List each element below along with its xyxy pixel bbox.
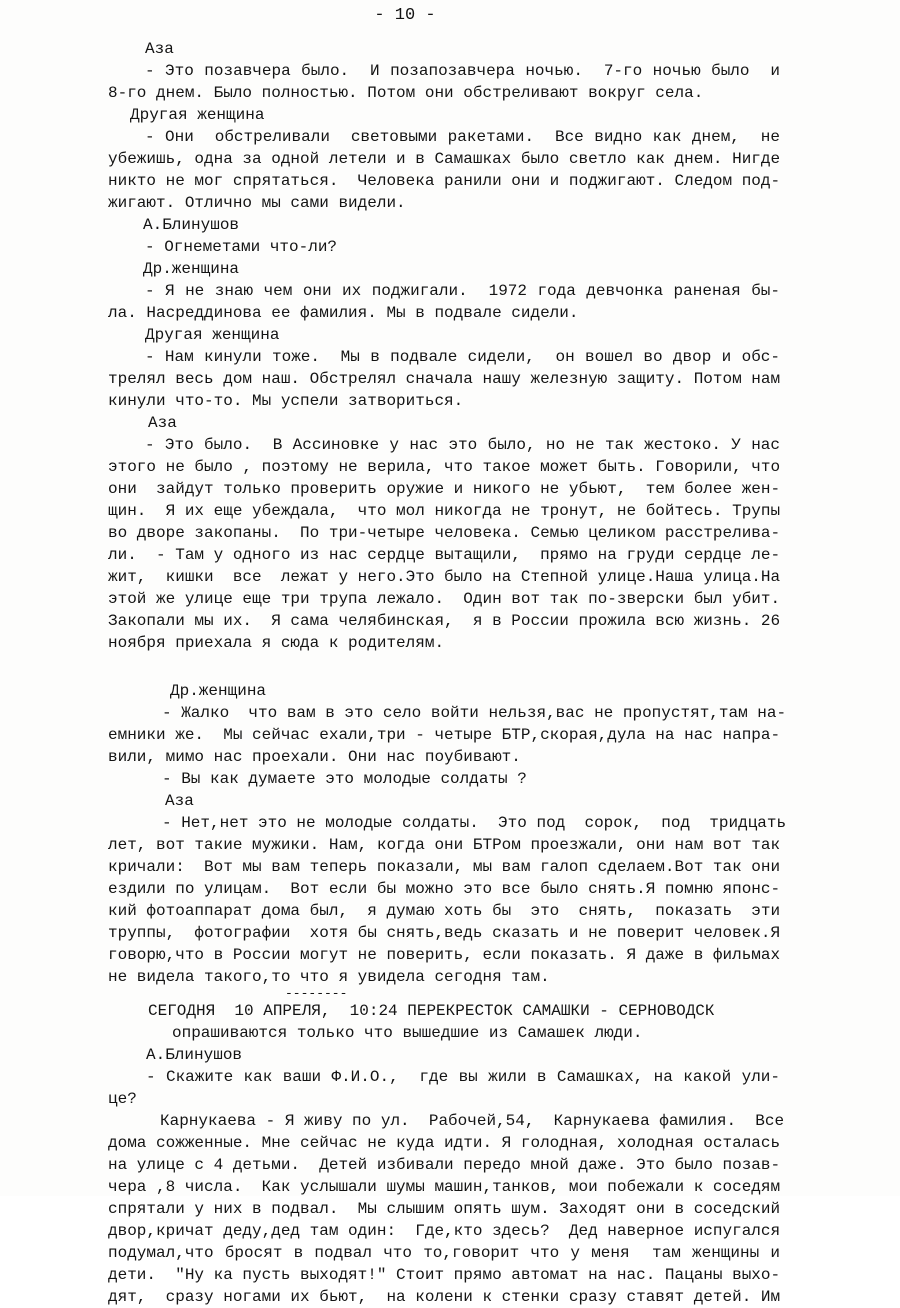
- text-line: кричали: Вот мы вам теперь показали, мы вам галоп сделаем.Вот так они: [108, 858, 781, 876]
- text-line: ли. - Там у одного из нас сердце вытащили, прямо на груди сердце ле-: [108, 546, 781, 564]
- text-line: ездили по улицам. Вот если бы можно это все было снять.Я помню японс-: [108, 880, 781, 898]
- section-heading: СЕГОДНЯ 10 АПРЕЛЯ, 10:24 ПЕРЕКРЕСТОК САМАШКИ - СЕРНОВОДСК: [148, 1002, 715, 1020]
- text-line: они зайдут только проверить оружие и никого не убьют, тем более жен-: [108, 480, 781, 498]
- text-line: - Нам кинули тоже. Мы в подвале сидели, он вошел во двор и обс-: [145, 348, 780, 366]
- text-line: А.Блинушов: [146, 1046, 243, 1064]
- text-line: двор,кричат деду,дед там один: Где,кто здесь? Дед наверное испугался: [108, 1222, 781, 1240]
- text-line: - Они обстреливали световыми ракетами. Все видно как днем, не: [145, 128, 780, 146]
- text-line: дят, сразу ногами их бьют, на колени к стенки сразу ставят детей. Им: [108, 1288, 781, 1306]
- text-line: трелял весь дом наш. Обстрелял сначала нашу железную защиту. Потом нам: [108, 370, 781, 388]
- text-line: кинули что-то. Мы успели затвориться.: [108, 392, 464, 410]
- text-line: этого не было , поэтому не верила, что такое может быть. Говорили, что: [108, 458, 781, 476]
- text-line: дети. "Ну ка пусть выходят!" Стоит прямо автомат на нас. Пацаны выхо-: [108, 1266, 781, 1284]
- text-line: - Я не знаю чем они их поджигали. 1972 года девчонка раненая бы-: [145, 282, 780, 300]
- text-line: жигают. Отлично мы сами видели.: [108, 194, 406, 212]
- text-line: лет, вот такие мужики. Нам, когда они БТРом проезжали, они нам вот так: [108, 836, 781, 854]
- section-separator: --------: [285, 986, 348, 1001]
- text-line: - Нет,нет это не молодые солдаты. Это под сорок, под тридцать: [162, 814, 787, 832]
- text-line: Аза: [148, 414, 177, 432]
- text-line: 8-го днем. Было полностью. Потом они обстреливают вокруг села.: [108, 84, 704, 102]
- text-line: спрятали у них в подвал. Мы слышим опять шум. Заходят они в соседский: [108, 1200, 781, 1218]
- text-line: це?: [108, 1090, 137, 1108]
- text-line: - Это позавчера было. И позапозавчера ночью. 7-го ночью было и: [145, 62, 780, 80]
- text-line: вили, мимо нас проехали. Они нас поубивают.: [108, 748, 521, 766]
- text-line: говорю,что в России могут не поверить, если показать. Я даже в фильмах: [108, 946, 781, 964]
- text-line: Другая женщина: [145, 326, 280, 344]
- text-line: кий фотоаппарат дома был, я думаю хоть бы это снять, показать эти: [108, 902, 781, 920]
- text-line: не видела такого,то что я увидела сегодня там.: [108, 968, 550, 986]
- page-number: - 10 -: [374, 6, 436, 25]
- text-line: чера ,8 числа. Как услышали шумы машин,танков, мои побежали к соседям: [108, 1178, 781, 1196]
- spacer: [0, 654, 900, 680]
- text-line: дома сожженные. Мне сейчас не куда идти. Я голодная, холодная осталась: [108, 1134, 781, 1152]
- text-line: подумал,что бросят в подвал что то,говорит что у меня там женщины и: [108, 1244, 780, 1262]
- text-line: Аза: [145, 40, 174, 58]
- text-line: Др.женщина: [143, 260, 240, 278]
- text-line: ла. Насреддинова ее фамилия. Мы в подвале сидели.: [108, 304, 579, 322]
- document-body: [0, 38, 900, 1308]
- text-line: на улице с 4 детьми. Детей избивали передо мной даже. Это было позав-: [108, 1156, 781, 1174]
- text-line: Аза: [165, 792, 194, 810]
- text-line: Карнукаева - Я живу по ул. Рабочей,54, Карнукаева фамилия. Все: [160, 1112, 785, 1130]
- text-line: убежишь, одна за одной летели и в Самашках было светло как днем. Нигде: [108, 150, 781, 168]
- text-line: этой же улице еще три трупа лежало. Один вот так по-зверски был убит.: [108, 590, 781, 608]
- text-line: - Огнеметами что-ли?: [145, 238, 338, 256]
- text-line: опрашиваются только что вышедшие из Самашек люди.: [172, 1024, 643, 1042]
- text-line: Другая женщина: [130, 106, 265, 124]
- text-line: - Вы как думаете это молодые солдаты ?: [162, 770, 527, 788]
- text-line: - Жалко что вам в это село войти нельзя,вас не пропустят,там на-: [162, 704, 787, 722]
- text-line: труппы, фотографии хотя бы снять,ведь сказать и не поверит человек.Я: [108, 924, 781, 942]
- text-line: - Скажите как ваши Ф.И.О., где вы жили в Самашках, на какой ули-: [146, 1068, 780, 1086]
- text-line: - Это было. В Ассиновке у нас это было, но не так жестоко. У нас: [145, 436, 780, 454]
- text-line: ноября приехала я сюда к родителям.: [108, 634, 445, 652]
- text-line: щин. Я их еще убеждала, что мол никогда не тронут, не бойтесь. Трупы: [108, 502, 781, 520]
- text-line: Закопали мы их. Я сама челябинская, я в России прожила всю жизнь. 26: [108, 612, 781, 630]
- text-line: Др.женщина: [170, 682, 267, 700]
- text-line: жит, кишки все лежат у него.Это было на Степной улице.Наша улица.На: [108, 568, 781, 586]
- text-line: емники же. Мы сейчас ехали,три - четыре БТР,скорая,дула на нас напра-: [108, 726, 781, 744]
- text-line: во дворе закопаны. По три-четыре человека. Семью целиком расстрелива-: [108, 524, 781, 542]
- text-line: никто не мог спрятаться. Человека ранили они и поджигают. Следом под-: [108, 172, 781, 190]
- text-line: А.Блинушов: [143, 216, 240, 234]
